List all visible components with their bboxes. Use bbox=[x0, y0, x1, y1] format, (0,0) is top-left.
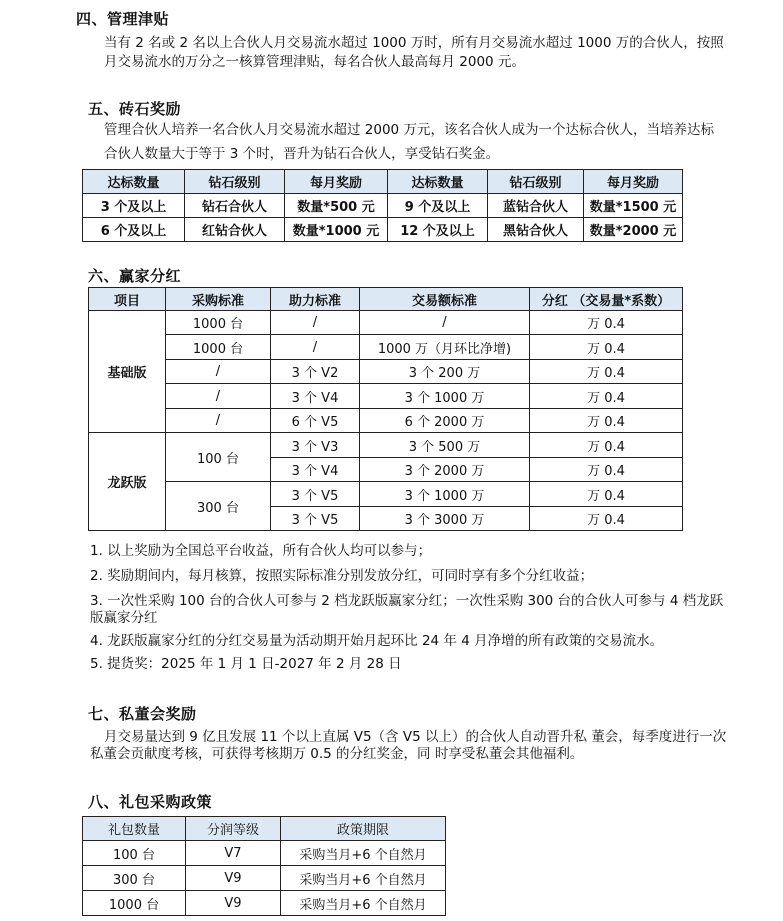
table-row bbox=[89, 384, 683, 409]
table-cell: 万 0.4 bbox=[530, 458, 683, 482]
note-5: 5. 提货奖：2025 年 1 月 1 日-2027 年 2 月 28 日 bbox=[90, 656, 402, 672]
table-cell: V9 bbox=[186, 891, 281, 916]
header-cell: 助力标准 bbox=[271, 288, 360, 311]
table-row bbox=[83, 841, 446, 866]
header-cell: 每月奖励 bbox=[584, 170, 683, 194]
header-cell: 每月奖励 bbox=[285, 170, 388, 194]
table-cell: 采购当月+6 个自然月 bbox=[281, 866, 446, 891]
table-cell: 3 个 3000 万 bbox=[360, 507, 530, 531]
note-4: 4. 龙跃版赢家分红的分红交易量为活动期开始月起环比 24 年 4 月净增的所有政策的交易流水。 bbox=[90, 633, 664, 649]
table-cell: / bbox=[166, 409, 271, 433]
header-cell: 分润等级 bbox=[186, 817, 281, 841]
table-cell: 3 个 1000 万 bbox=[360, 482, 530, 507]
header-cell: 达标数量 bbox=[388, 170, 488, 194]
note-2: 2. 奖励期间内，每月核算，按照实际标准分别发放分红，可同时享有多个分红收益； bbox=[90, 568, 594, 584]
table-row bbox=[89, 311, 683, 335]
table-row bbox=[83, 891, 446, 916]
section-7-line-2: 私董会贡献度考核，可获得考核期万 0.5 的分红奖金，同 时享受私董会其他福利。 bbox=[90, 746, 584, 762]
header-cell: 达标数量 bbox=[83, 170, 185, 194]
table-cell: 300 台 bbox=[83, 866, 186, 891]
section-5-line-2: 合伙人数量大于等于 3 个时，晋升为钻石合伙人，享受钻石奖金。 bbox=[104, 146, 500, 162]
table-cell: 万 0.4 bbox=[530, 360, 683, 384]
table-cell: 蓝钻合伙人 bbox=[488, 194, 584, 218]
table-row bbox=[83, 194, 683, 218]
table-row bbox=[89, 409, 683, 433]
table-row bbox=[89, 433, 683, 458]
table-row bbox=[89, 335, 683, 360]
table-cell: 3 个 2000 万 bbox=[360, 458, 530, 482]
table-cell: 3 个 V4 bbox=[271, 458, 360, 482]
table-cell: 3 个 V2 bbox=[271, 360, 360, 384]
table-cell: 1000 台 bbox=[83, 891, 186, 916]
header-cell: 政策期限 bbox=[281, 817, 446, 841]
table-cell: 3 个及以上 bbox=[83, 194, 185, 218]
table-cell: / bbox=[271, 311, 360, 335]
header-cell: 礼包数量 bbox=[83, 817, 186, 841]
table-row bbox=[89, 482, 683, 507]
table-cell: 万 0.4 bbox=[530, 311, 683, 335]
table-cell: 100 台 bbox=[166, 433, 271, 482]
table-cell: 采购当月+6 个自然月 bbox=[281, 841, 446, 866]
table-cell: 数量*1500 元 bbox=[584, 194, 683, 218]
table-row bbox=[83, 218, 683, 242]
section-8-title: 八、礼包采购政策 bbox=[88, 793, 213, 811]
header-cell: 交易额标准 bbox=[360, 288, 530, 311]
basic-version-cell: 基础版 bbox=[89, 311, 166, 433]
header-cell: 钻石级别 bbox=[185, 170, 285, 194]
table-cell: V9 bbox=[186, 866, 281, 891]
note-1: 1. 以上奖励为全国总平台收益，所有合伙人均可以参与； bbox=[90, 543, 432, 559]
table-cell: 数量*500 元 bbox=[285, 194, 388, 218]
table-cell: 万 0.4 bbox=[530, 409, 683, 433]
table-cell: 6 个 V5 bbox=[271, 409, 360, 433]
table-cell: 9 个及以上 bbox=[388, 194, 488, 218]
table-cell: V7 bbox=[186, 841, 281, 866]
table-cell: 3 个 1000 万 bbox=[360, 384, 530, 409]
note-3-line-1: 3. 一次性采购 100 台的合伙人可参与 2 档龙跃版赢家分红；一次性采购 300 台的合伙人可参与 4 档龙跃 bbox=[90, 593, 724, 609]
diamond-table bbox=[82, 169, 683, 242]
section-7-line-1: 月交易量达到 9 亿且发展 11 个以上直属 V5（含 V5 以上）的合伙人自动晋升私 董会，每季度进行一次 bbox=[104, 729, 727, 745]
table-cell: 黑钻合伙人 bbox=[488, 218, 584, 242]
section-5-line-1: 管理合伙人培养一名合伙人月交易流水超过 2000 万元，该名合伙人成为一个达标合伙人，当培养达标 bbox=[104, 122, 714, 138]
section-5-title: 五、砖石奖励 bbox=[88, 100, 182, 118]
table-cell: 采购当月+6 个自然月 bbox=[281, 891, 446, 916]
table-cell: 数量*1000 元 bbox=[285, 218, 388, 242]
section-4-line-2: 月交易流水的万分之一核算管理津贴，每名合伙人最高每月 2000 元。 bbox=[104, 54, 525, 70]
dragon-version-cell: 龙跃版 bbox=[89, 433, 166, 531]
section-6-title: 六、赢家分红 bbox=[88, 267, 182, 285]
section-4-title: 四、管理津贴 bbox=[76, 10, 170, 28]
table-cell: 万 0.4 bbox=[530, 482, 683, 507]
table-cell: 1000 台 bbox=[166, 311, 271, 335]
table-cell: 万 0.4 bbox=[530, 433, 683, 458]
table-cell: 万 0.4 bbox=[530, 335, 683, 360]
table-cell: 3 个 V5 bbox=[271, 507, 360, 531]
table-cell: 3 个 V3 bbox=[271, 433, 360, 458]
table-cell: / bbox=[166, 360, 271, 384]
table-cell: 3 个 V5 bbox=[271, 482, 360, 507]
table-cell: / bbox=[166, 384, 271, 409]
header-cell: 项目 bbox=[89, 288, 166, 311]
table-cell: 1000 万（月环比净增) bbox=[360, 335, 530, 360]
table-cell: 3 个 V4 bbox=[271, 384, 360, 409]
table-cell: / bbox=[271, 335, 360, 360]
section-7-title: 七、私董会奖励 bbox=[88, 705, 197, 723]
header-cell: 钻石级别 bbox=[488, 170, 584, 194]
table-cell: 6 个及以上 bbox=[83, 218, 185, 242]
header-cell: 采购标准 bbox=[166, 288, 271, 311]
table-cell: 3 个 200 万 bbox=[360, 360, 530, 384]
table-row bbox=[89, 360, 683, 384]
table-cell: 3 个 500 万 bbox=[360, 433, 530, 458]
gift-pack-table bbox=[82, 816, 446, 916]
table-cell: / bbox=[360, 311, 530, 335]
table-row bbox=[83, 866, 446, 891]
header-cell: 分红 （交易量*系数） bbox=[530, 288, 683, 311]
note-3-line-2: 版赢家分红 bbox=[90, 610, 158, 626]
dividend-table bbox=[88, 287, 683, 531]
table-cell: 300 台 bbox=[166, 482, 271, 531]
table-cell: 6 个 2000 万 bbox=[360, 409, 530, 433]
table-cell: 万 0.4 bbox=[530, 507, 683, 531]
table-cell: 数量*2000 元 bbox=[584, 218, 683, 242]
table-cell: 1000 台 bbox=[166, 335, 271, 360]
table-cell: 红钻合伙人 bbox=[185, 218, 285, 242]
section-4-line-1: 当有 2 名或 2 名以上合伙人月交易流水超过 1000 万时，所有月交易流水超过 1000 万的合伙人，按照 bbox=[104, 35, 724, 51]
table-cell: 100 台 bbox=[83, 841, 186, 866]
table-cell: 万 0.4 bbox=[530, 384, 683, 409]
table-cell: 钻石合伙人 bbox=[185, 194, 285, 218]
table-cell: 12 个及以上 bbox=[388, 218, 488, 242]
